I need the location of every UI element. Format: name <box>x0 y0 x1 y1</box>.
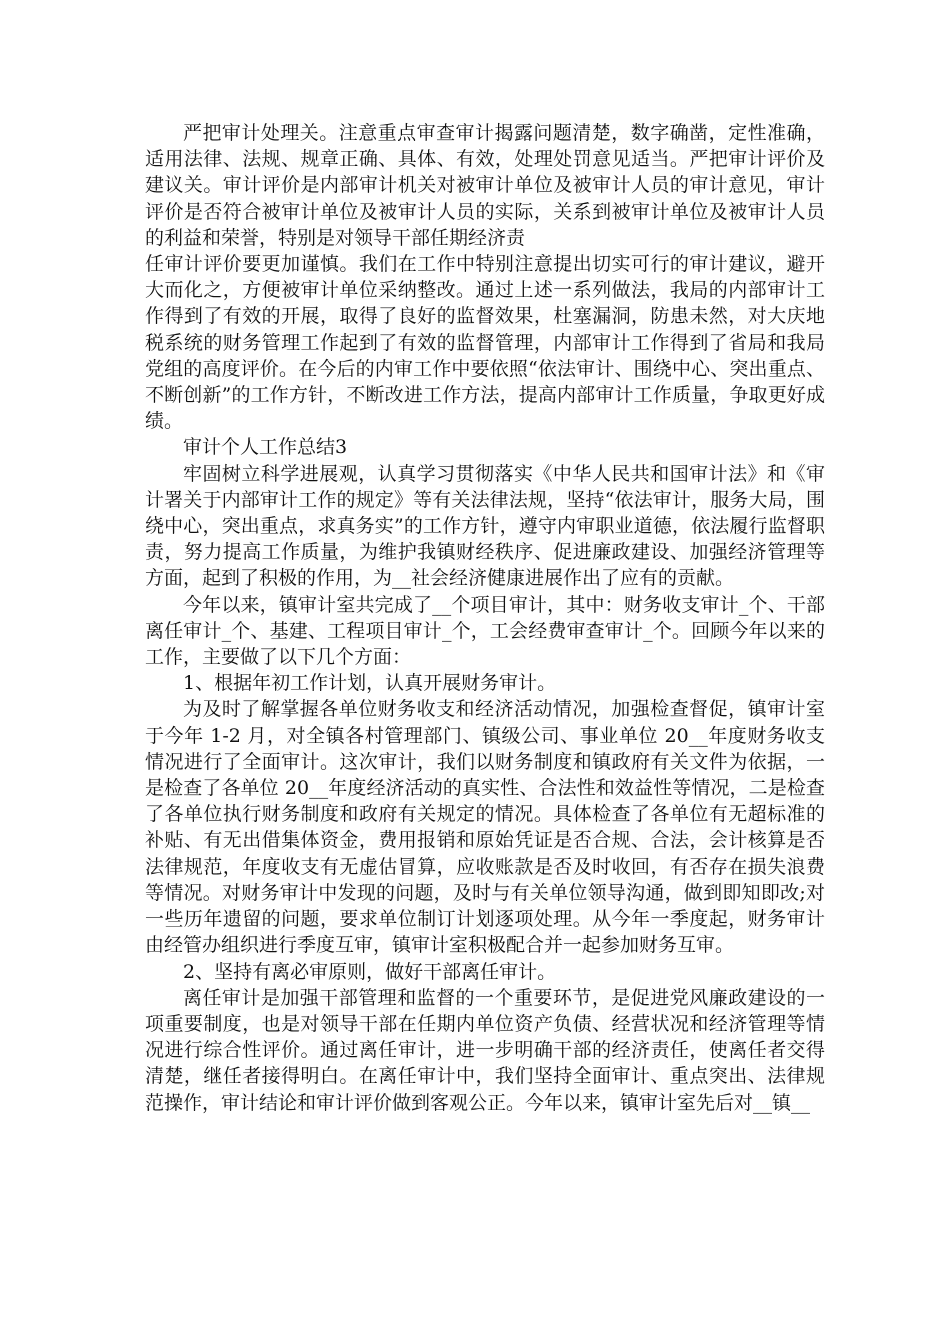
subheading-financial-audit: 1、根据年初工作计划，认真开展财务审计。 <box>183 672 557 695</box>
paragraph-yearly-summary: 今年以来，镇审计室共完成了__个项目审计，其中：财务收支审计_个、干部离任审计_个、基建、工程项目审计_个，工会经费审查审计_个。回顾今年以来的工作，主要做了以下几个方面： <box>145 593 825 669</box>
paragraph-audit-handling: 严把审计处理关。注意重点审查审计揭露问题清楚，数字确凿，定性准确，适用法律、法规、规章正确、具体、有效，处理处罚意见适当。严把审计评价及建议关。审计评价是内部审计机关对被审计单位及被审计人员的审计意见，审计评价是否符合被审计单位及被审计人员的实际，关系到被审计单位及被审计人员的利益和荣誉，特别是对领导干部任期经济责 <box>145 122 825 249</box>
paragraph-departure-audit: 离任审计是加强干部管理和监督的一个重要环节，是促进党风廉政建设的一项重要制度，也是对领导干部在任期内单位资产负债、经营状况和经济管理等情况进行综合性评价。通过离任审计，进一步明确干部的经济责任，使离任者交得清楚，继任者接得明白。在离任审计中，我们坚持全面审计、重点突出、法律规范操作，审计结论和审计评价做到客观公正。今年以来，镇审计室先后对__镇__ <box>145 986 825 1114</box>
paragraph-financial-audit: 为及时了解掌握各单位财务收支和经济活动情况，加强检查督促，镇审计室于今年 1-2 月，对全镇各村管理部门、镇级公司、事业单位 20__年度财务收支情况进行了全面审计。这次审计，我们以财务制度和镇政府有关文件为依据，一是检查了各单位 20__年度经济活动的真实性、合法性和效益性等情况，二是检查了各单位执行财务制度和政府有关规定的情况。具体检查了各单位有无超标准的补贴、有无出借集体资金，费用报销和原始凭证是否合规、合法，会计核算是否法律规范，年度收支有无虚估冒算，应收账款是否及时收回，有否存在损失浪费等情况。对财务审计中发现的问题，及时与有关单位领导沟通，做到即知即改;对一些历年遗留的问题，要求单位制订计划逐项处理。从今年一季度起，财务审计由经管办组织进行季度互审，镇审计室积极配合并一起参加财务互审。 <box>145 698 825 957</box>
document-body <box>145 120 825 1116</box>
subheading-departure-audit: 2、坚持有离必审原则，做好干部离任审计。 <box>183 960 557 983</box>
section-heading: 审计个人工作总结3 <box>183 436 348 459</box>
paragraph-audit-evaluation: 任审计评价要更加谨慎。我们在工作中特别注意提出切实可行的审计建议，避开大而化之，方便被审计单位采纳整改。通过上述一系列做法，我局的内部审计工作得到了有效的开展，取得了良好的监督效果，杜塞漏洞，防患未然，对大庆地税系统的财务管理工作起到了有效的监督管理，内部审计工作得到了省局和我局党组的高度评价。在今后的内审工作中要依照“依法审计、围绕中心、突出重点、不断创新”的工作方针，不断改进工作方法，提高内部审计工作质量，争取更好成绩。 <box>145 253 825 433</box>
paragraph-guiding-principles: 牢固树立科学进展观，认真学习贯彻落实《中华人民共和国审计法》和《审计署关于内部审计工作的规定》等有关法律法规，坚持“依法审计，服务大局，围绕中心，突出重点，求真务实”的工作方针，遵守内审职业道德，依法履行监督职责，努力提高工作质量，为维护我镇财经秩序、促进廉政建设、加强经济管理等方面，起到了积极的作用，为__社会经济健康进展作出了应有的贡献。 <box>145 462 825 590</box>
